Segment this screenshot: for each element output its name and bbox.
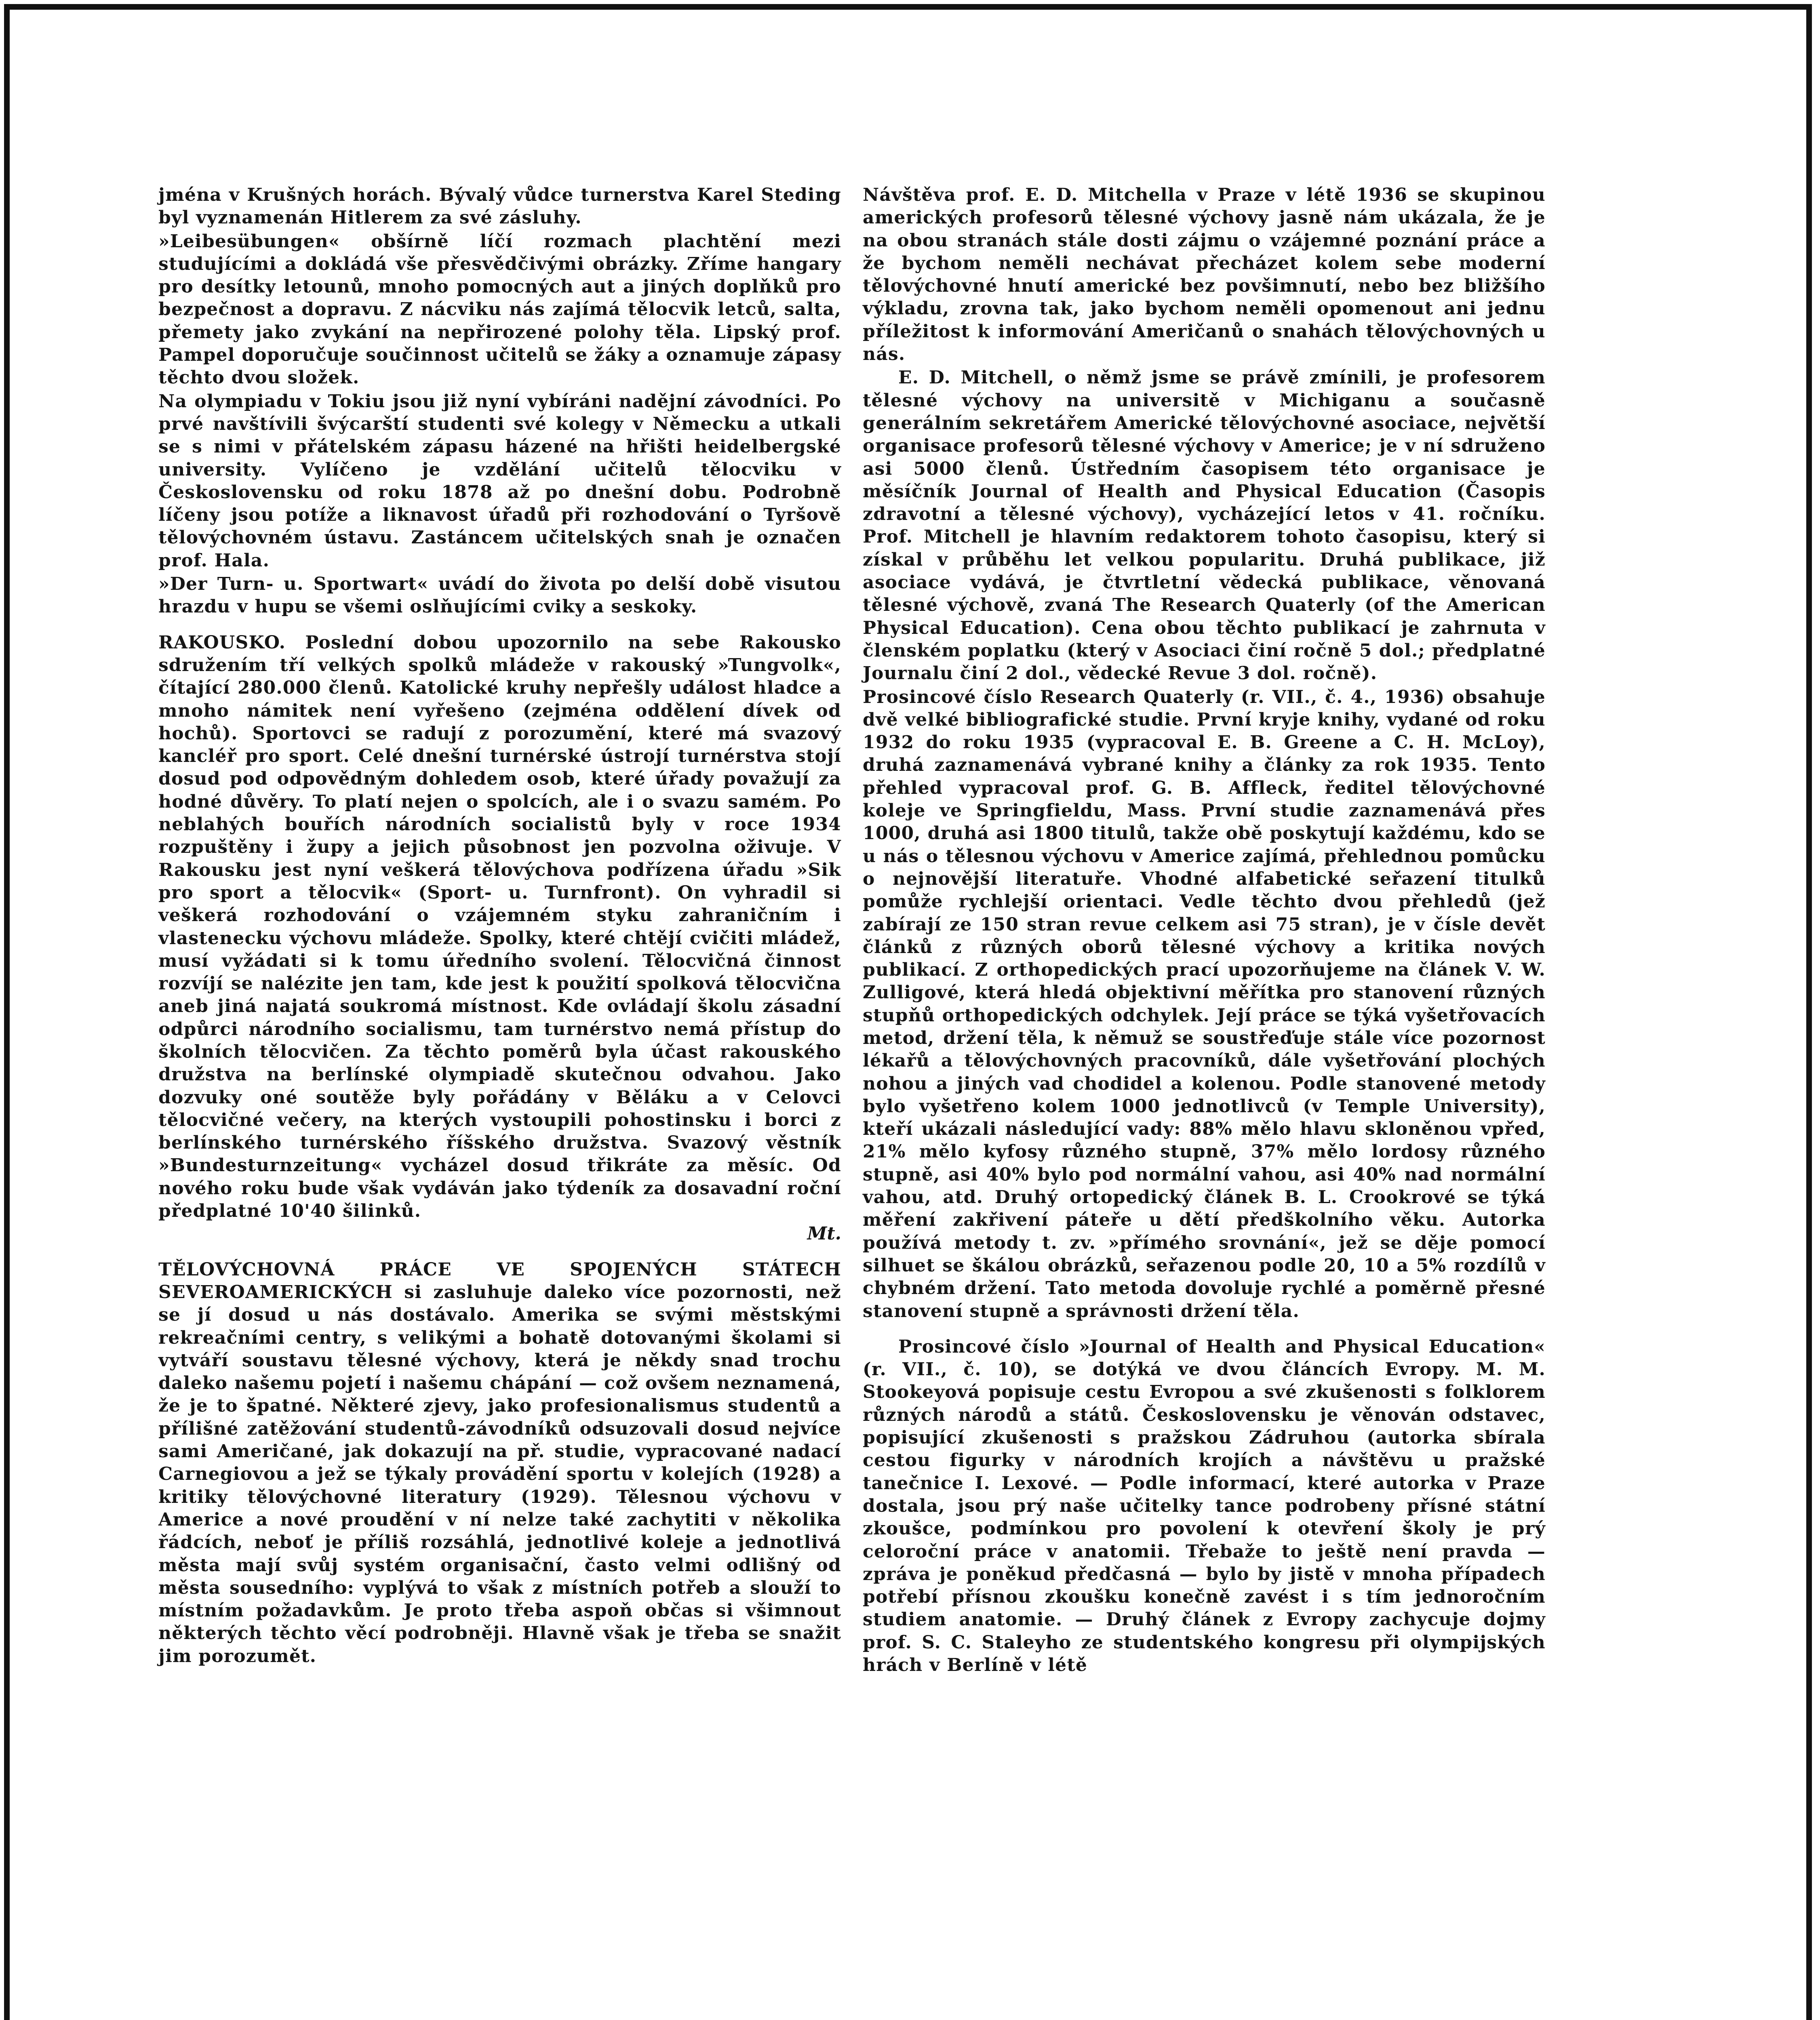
paragraph-mitchell-profile: E. D. Mitchell, o němž jsme se právě zmínili, je profesorem tělesné výchovy na universitě v Michiganu a současně generálním sekretářem Americké tělovýchovné asociace, největší organisace profesorů tělesné výchovy v Americe; je v ní sdruženo asi 5000 členů. Ústředním časopisem této organisace je měsíčník Journal of Health and Physical Education (Časopis zdravotní a tělesné výchovy), vycházející letos v 41. ročníku. Prof. Mitchell je hlavním redaktorem tohoto časopisu, který si získal v průběhu let velkou popularitu. Druhá publikace, již asociace vydává, je čtvrtletní vědecká publikace, věnovaná tělesné výchově, zvaná The Research Quaterly (of the American Physical Education). Cena obou těchto publikací je zahrnuta v členském poplatku (který v Asociaci činí ročně 5 dol.; předplatné Journalu činí 2 dol., vědecké Revue 3 dol. ročně). [863, 367, 1546, 684]
left-column [158, 184, 841, 1668]
paragraph-usa-intro: TĚLOVÝCHOVNÁ PRÁCE VE SPOJENÝCH STÁTECH SEVEROAMERICKÝCH si zasluhuje daleko více pozornosti, než se jí dosud u nás dostávalo. Amerika se svými městskými rekreačními centry, s velikými a bohatě dotovanými školami si vytváří soustavu tělesné výchovy, která je někdy snad trochu daleko našemu pojetí i našemu chápání — což ovšem neznamená, že je to špatné. Některé zjevy, jako profesionalismus studentů a přílišné zatěžování studentů-závodníků odsuzovali dosud nejvíce sami Američané, jak dokazují na př. studie, vypracované nadací Carnegiovou a jež se týkaly provádění sportu v kolejích (1928) a kritiky tělovýchovné literatury (1929). Tělesnou výchovu v Americe a nové proudění v ní nelze také zachytiti v několika řádcích, neboť je příliš rozsáhlá, jednotlivé koleje a jednotlivá města mají svůj systém organisační, často velmi odlišný od města sousedního: vyplývá to však z místních potřeb a slouží to místním požadavkům. Je proto třeba aspoň občas si všimnout některých těchto věcí podrobněji. Hlavně však je třeba se snažit jim porozumět. [158, 1259, 841, 1666]
paragraph-turn-sportwart: »Der Turn- u. Sportwart« uvádí do života po delší době visutou hrazdu v hupu se všemi oslňujícími cviky a seskoky. [158, 574, 841, 617]
paragraph-rakousko: RAKOUSKO. Poslední dobou upozornilo na sebe Rakousko sdružením tří velkých spolků mládeže v rakouský »Tungvolk«, čítající 280.000 členů. Katolické kruhy nepřešly událost hladce a mnoho námitek není vyřešeno (zejména oddělení dívek od hochů). Sportovci se radují z porozumění, které má svazový kancléř pro sport. Celé dnešní turnérské ústrojí turnérstva stojí dosud pod odpovědným dohledem osob, které úřady považují za hodné důvěry. To platí nejen o spolcích, ale i o svazu samém. Po neblahých bouřích národních socialistů byly v roce 1934 rozpuštěny i župy a jejich působnost jen pozvolna oživuje. V Rakousku jest nyní veškerá tělovýchova podřízena úřadu »Sik pro sport a tělocvik« (Sport- u. Turnfront). On vyhradil si veškerá rozhodování o vzájemném styku zahraničním i vlastenecku výchovu mládeže. Spolky, které chtějí cvičiti mládež, musí vyžádati si k tomu úředního svolení. Tělocvičná činnost rozvíjí se nalézite jen tam, kde jest k použití spolková tělocvična aneb jiná najatá soukromá místnost. Kde ovládají školu zásadní odpůrci národního socialismu, tam turnérstvo nemá přístup do školních tělocvičen. Za těchto poměrů byla účast rakouského družstva na berlínské olympiadě skutečnou odvahou. Jako dozvuky oné soutěže byly pořádány v Běláku a v Celovci tělocvičné večery, na kterých vystoupili pohostinsku i borci z berlínského turnérského říšského družstva. Svazový věstník »Bundesturnzeitung« vycházel dosud třikráte za měsíc. Od nového roku bude však vydáván jako týdeník za dosavadní roční předplatné 10'40 šilinků. [158, 632, 841, 1222]
paragraph-mitchell-visit: Návštěva prof. E. D. Mitchella v Praze v létě 1936 se skupinou amerických profesorů tělesné výchovy jasně nám ukázala, že je na obou stranách stále dosti zájmu o vzájemné poznání práce a že bychom neměli nechávat přecházet kolem sebe moderní tělovýchovné hnutí americké bez povšimnutí, nebo bez bližšího výkladu, zrovna tak, jako bychom neměli opomenout ani jednu příležitost k informování Američanů o snahách tělovýchovných u nás. [863, 185, 1546, 365]
author-signature: Mt. [807, 1223, 841, 1244]
paragraph-olympiada-tokio: Na olympiadu v Tokiu jsou již nyní vybíráni nadějní závodníci. Po prvé navštívili švýcarští studenti své kolegy v Německu a utkali se s nimi v přátelském zápasu házené na hřišti heidelbergské university. Vylíčeno je vzdělání učitelů tělocviku v Československu od roku 1878 až po dnešní dobu. Podrobně líčeny jsou potíže a liknavost úřadů při rozhodování o Tyršově tělovýchovném ústavu. Zastáncem učitelských snah je označen prof. Hala. [158, 391, 841, 571]
paragraph-leibesubungen: »Leibesübungen« obšírně líčí rozmach plachtění mezi studujícími a dokládá vše přesvědčivými obrázky. Zříme hangary pro desítky letounů, mnoho pomocných aut a jiných doplňků pro bezpečnost a dopravu. Z nácviku nás zajímá tělocvik letců, salta, přemety jako zvykání na nepřirozené polohy těla. Lipský prof. Pampel doporučuje součinnost učitelů se žáky a oznamuje zápasy těchto dvou složek. [158, 231, 841, 388]
right-column [863, 184, 1546, 1677]
paragraph-research-quaterly: Prosincové číslo Research Quaterly (r. VII., č. 4., 1936) obsahuje dvě velké bibliografické studie. První kryje knihy, vydané od roku 1932 do roku 1935 (vypracoval E. B. Greene a C. H. McLoy), druhá zaznamenává vybrané knihy a články za rok 1935. Tento přehled vypracoval prof. G. B. Affleck, ředitel tělovýchovné koleje ve Springfieldu, Mass. První studie zaznamenává přes 1000, druhá asi 1800 titulů, takže obě poskytují každému, kdo se u nás o tělesnou výchovu v Americe zajímá, přehlednou pomůcku o nejnovější literatuře. Vhodné alfabetické seřazení titulků pomůže rychlejší orientaci. Vedle těchto dvou přehledů (jež zabírají ze 150 stran revue celkem asi 75 stran), je v čísle devět článků z různých oborů tělesné výchovy a kritika nových publikací. Z orthopedických prací upozorňujeme na článek V. W. Zulligové, která hledá objektivní měřítka pro stanovení různých stupňů orthopedických odchylek. Její práce se týká vyšetřovacích metod, držení těla, k němuž se soustřeďuje stále více pozornost lékařů a tělovýchovných pracovníků, dále vyšetřování plochých nohou a jiných vad chodidel a kolenou. Podle stanovené metody bylo vyšetřeno kolem 1000 jednotlivců (v Temple University), kteří ukázali následující vady: 88% mělo hlavu skloněnou vpřed, 21% mělo kyfosy různého stupně, 37% mělo lordosy různého stupně, asi 40% bylo pod normální vahou, asi 40% nad normální vahou, atd. Druhý ortopedický článek B. L. Crookrové se týká měření zakřivení páteře u dětí předškolního věku. Autorka používá metody t. zv. »přímého srovnání«, jež se děje pomocí silhuet se škálou obrázků, seřazenou podle 20, 10 a 5% rozdílů v chybném držení. Tato metoda dovoluje rychlé a poměrně přesné stanovení stupně a správnosti držení těla. [863, 686, 1546, 1321]
paragraph-steding: jména v Krušných horách. Bývalý vůdce turnerstva Karel Steding byl vyznamenán Hitlerem za své zásluhy. [158, 185, 841, 228]
paragraph-journal-health: Prosincové číslo »Journal of Health and Physical Education« (r. VII., č. 10), se dotýká ve dvou článcích Evropy. M. M. Stookeyová popisuje cestu Evropou a své zkušenosti s folklorem různých národů a států. Československu je věnován odstavec, popisující zkušenosti s pražskou Zádruhou (autorka sbírala cestou figurky v národních krojích a návštěvu u pražské tanečnice I. Lexové. — Podle informací, které autorka v Praze dostala, jsou prý naše učitelky tance podrobeny přísné státní zkoušce, podmínkou pro povolení k otevření školy je prý celoroční práce v anatomii. Třebaže to ještě není pravda — zpráva je poněkud předčasná — bylo by jistě v mnoha případech potřebí přísnou zkoušku konečně zavést i s tím jednoročním studiem anatomie. — Druhý článek z Evropy zachycuje dojmy prof. S. C. Staleyho ze studentského kongresu při olympijských hrách v Berlíně v létě [863, 1336, 1546, 1675]
